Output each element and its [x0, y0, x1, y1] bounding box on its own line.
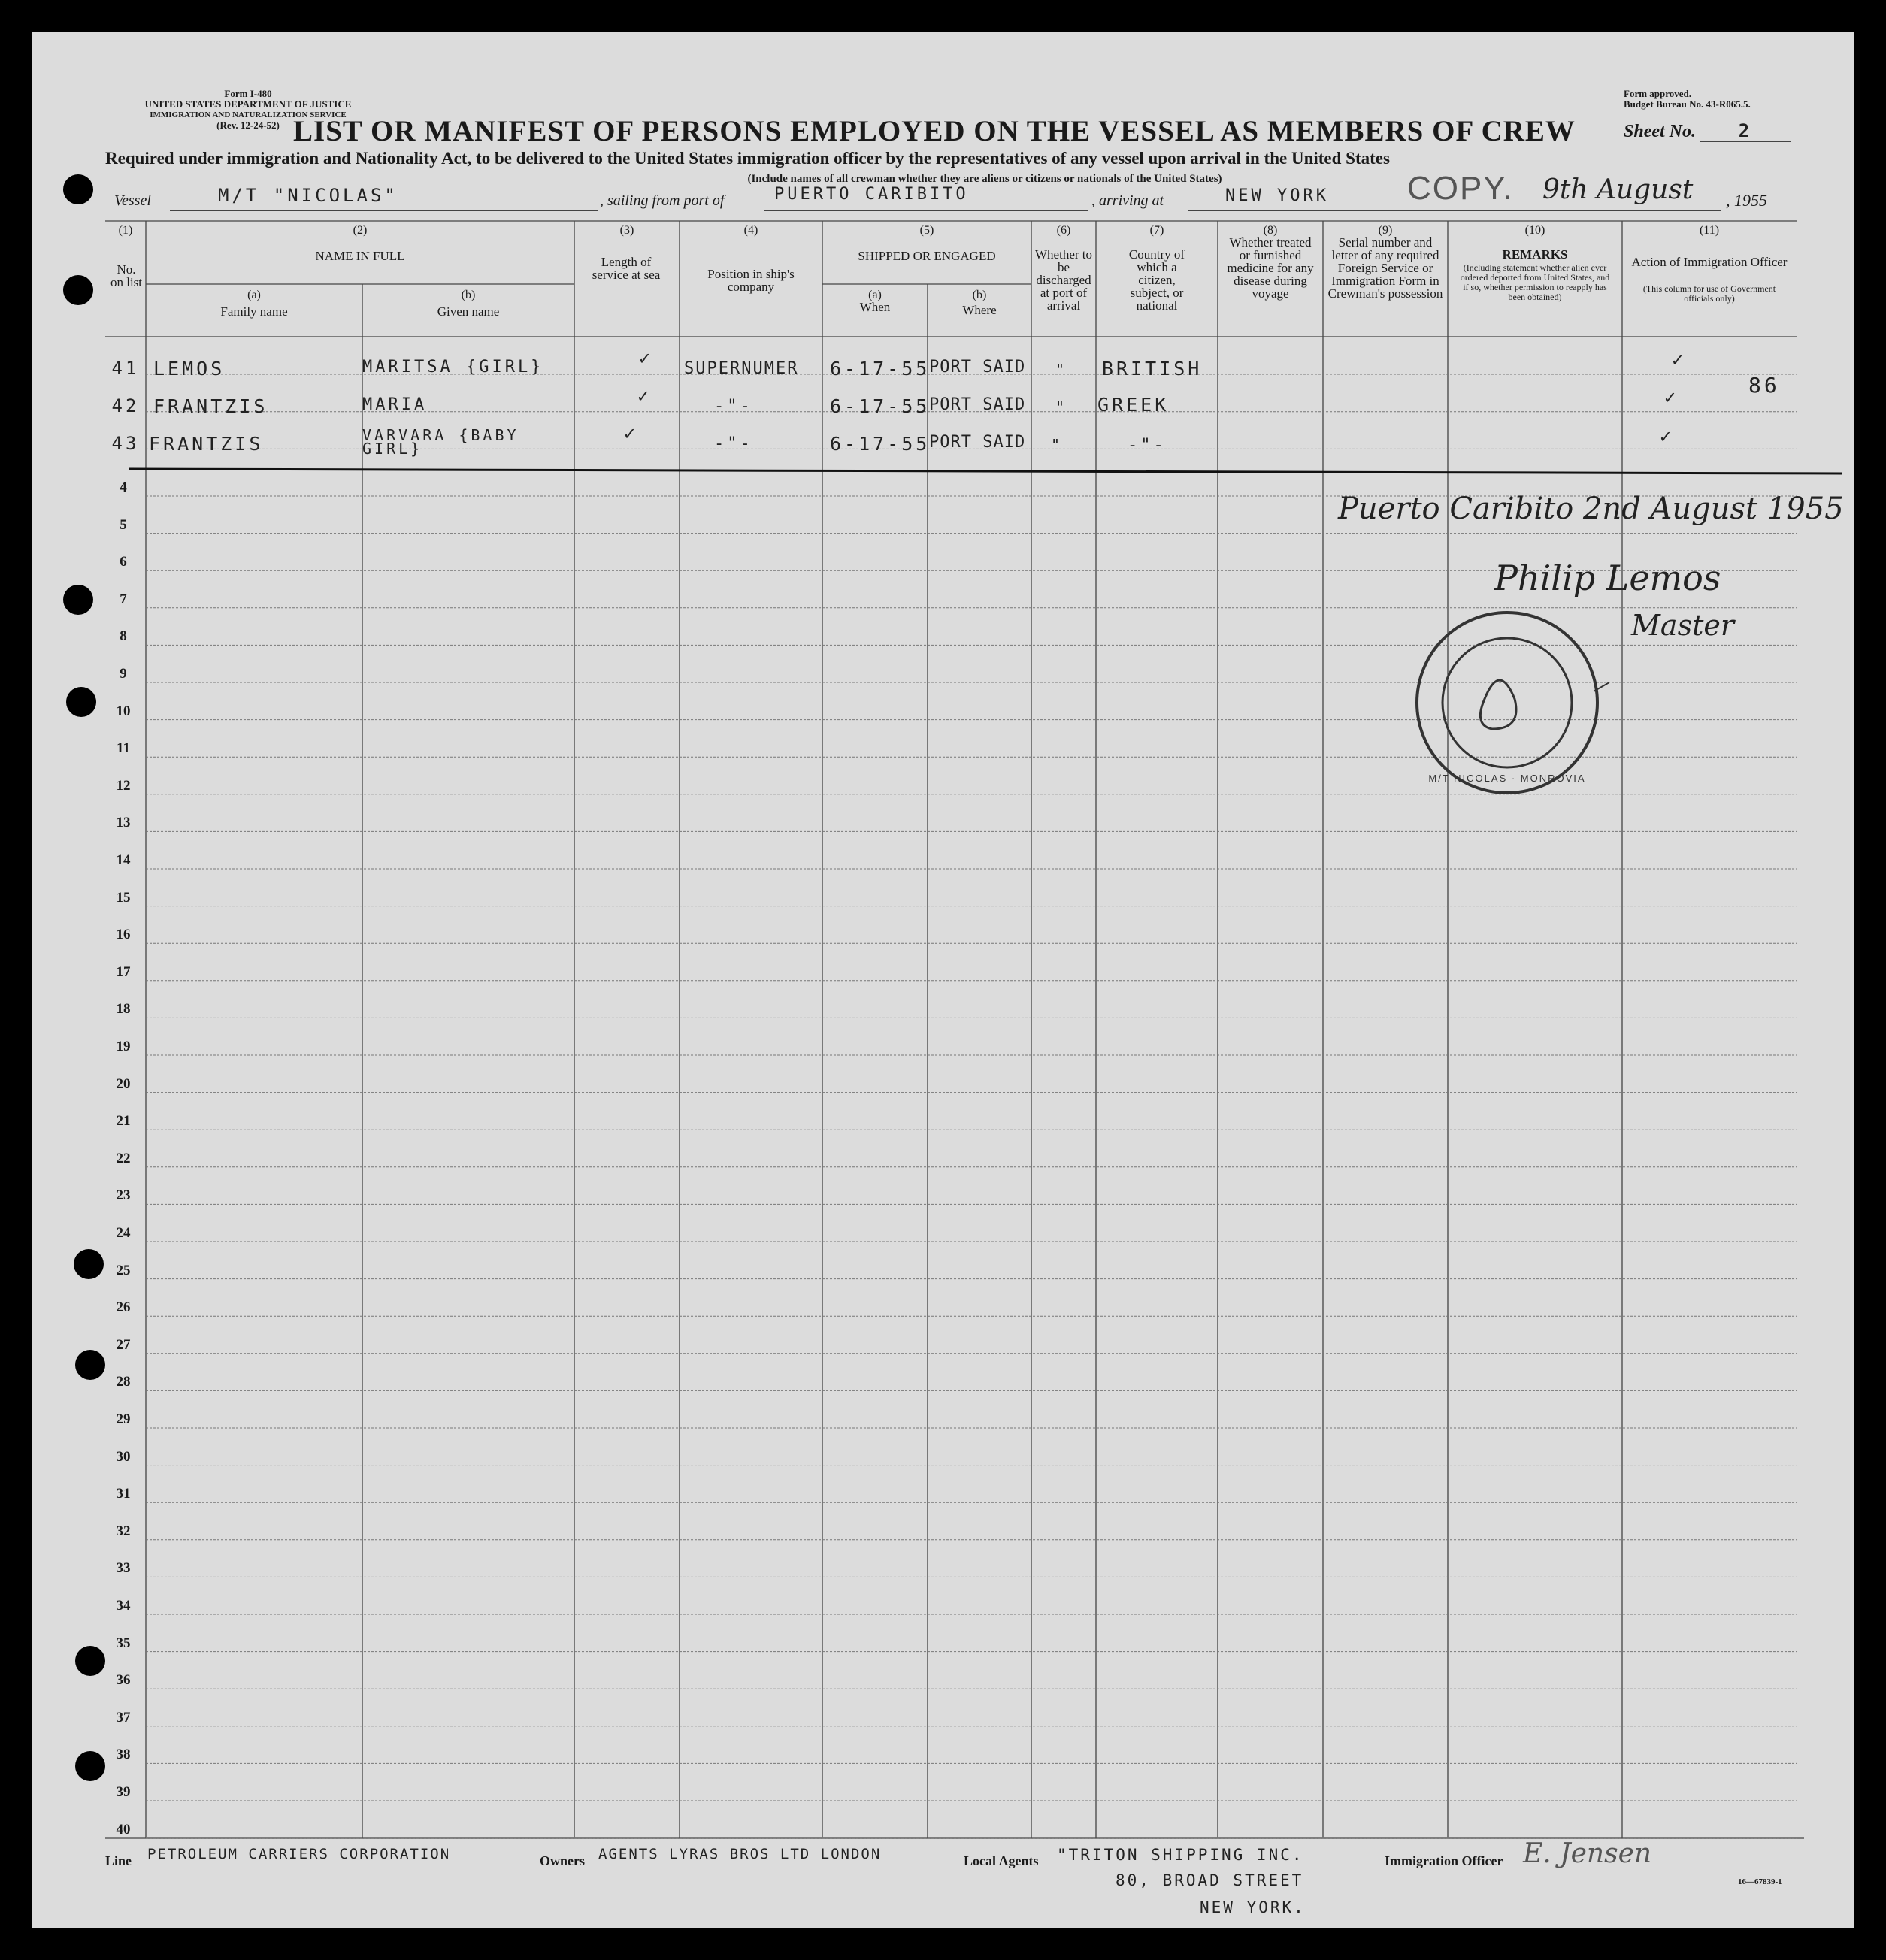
entry-country: GREEK	[1097, 394, 1170, 416]
col10-number: (10)	[1524, 224, 1545, 237]
col2a-label: Family name	[220, 304, 288, 319]
col5-label: SHIPPED OR ENGAGED	[858, 249, 996, 263]
entry-officer-check: ✓	[1664, 386, 1679, 408]
col5a-label: When	[859, 300, 891, 314]
col11-label: Action of Immigration Officer	[1631, 255, 1788, 269]
col2-label: NAME IN FULL	[315, 249, 405, 263]
form-revision: (Rev. 12-24-52)	[216, 119, 280, 131]
entry-where: PORT SAID	[929, 358, 1026, 377]
master-signature: Philip Lemos	[1494, 558, 1721, 598]
row-number: 25	[116, 1262, 131, 1278]
entry-discharged: "	[1055, 361, 1068, 379]
arrival-year: , 1955	[1726, 191, 1767, 210]
form-note: (Include names of all crewman whether they are aliens or citizens or nationals of the United States)	[747, 173, 1222, 185]
col11-note: (This column for use of Government officials only)	[1642, 283, 1776, 304]
row-number: 30	[116, 1448, 131, 1465]
entry-where: PORT SAID	[929, 433, 1026, 452]
page-title: LIST OR MANIFEST OF PERSONS EMPLOYED ON THE VESSEL AS MEMBERS OF CREW	[293, 115, 1576, 147]
form-code: 16—67839-1	[1738, 1877, 1782, 1886]
entry-when: 6-17-55	[830, 395, 931, 417]
arrival-date: 9th August	[1542, 174, 1694, 205]
row-number: 6	[120, 554, 127, 570]
row-number: 24	[116, 1225, 131, 1241]
entry-given-name: MARIA	[362, 395, 428, 414]
sheet-label: Sheet No.	[1624, 122, 1696, 141]
entry-discharged: "	[1055, 398, 1068, 416]
row-number: 5	[120, 516, 127, 533]
row-number: 18	[116, 1001, 131, 1018]
copy-stamp: COPY.	[1407, 170, 1514, 207]
entry-officer-check: ✓	[1660, 425, 1675, 447]
row-number: 16	[116, 927, 131, 943]
entry-officer-check: ✓	[1672, 349, 1687, 371]
immigration-officer-signature: E. Jensen	[1523, 1838, 1652, 1869]
entry-service: ✓	[624, 422, 639, 444]
officer-count: 86	[1748, 373, 1780, 398]
row-number: 17	[116, 963, 131, 980]
col10-note: (Including statement whether alien ever ordered deported from United States, and if so, whether permission to reapply has been obtained)	[1460, 262, 1610, 302]
form-subtitle: Required under immigration and Nationality Act, to be delivered to the United States immigration officer by the representatives of any vessel upon arrival in the United States	[105, 149, 1390, 168]
col5b-label: Where	[962, 303, 997, 317]
row-number: 40	[116, 1821, 131, 1838]
row-number: 11	[117, 740, 130, 757]
vessel-name: M/T "NICOLAS"	[218, 185, 398, 206]
entry-family-name: FRANTZIS	[149, 433, 264, 455]
arriving-port: NEW YORK	[1225, 186, 1329, 205]
col5-number: (5)	[919, 224, 934, 237]
department-name: UNITED STATES DEPARTMENT OF JUSTICE	[144, 98, 352, 110]
owners-label: Owners	[540, 1853, 585, 1868]
row-number: 7	[120, 591, 127, 607]
row-number: 15	[116, 889, 131, 906]
row-number: 8	[120, 628, 127, 645]
row-number: 35	[116, 1635, 131, 1651]
col1-label: No. on list	[110, 262, 143, 289]
immigration-officer-label: Immigration Officer	[1385, 1853, 1503, 1868]
vessel-label: Vessel	[114, 192, 151, 209]
col2b-number: (b)	[461, 289, 476, 301]
entry-when: 6-17-55	[830, 433, 931, 455]
row-number: 37	[116, 1709, 131, 1726]
entry-position: -"-	[714, 434, 753, 453]
entry-country: BRITISH	[1102, 358, 1203, 380]
col11-number: (11)	[1699, 224, 1720, 237]
local-agents-value: "TRITON SHIPPING INC.	[1057, 1846, 1304, 1864]
row-number: 14	[116, 852, 131, 868]
entry-country: -"-	[1128, 436, 1167, 455]
col7-number: (7)	[1149, 224, 1164, 237]
row-number: 39	[116, 1784, 131, 1800]
sailing-port: PUERTO CARIBITO	[774, 185, 969, 204]
row-number: 26	[116, 1299, 131, 1316]
line-label: Line	[105, 1853, 132, 1868]
entry-family-name: LEMOS	[153, 358, 226, 380]
entry-given-name: VARVARA {BABY GIRL}	[362, 426, 519, 458]
row-number: 33	[116, 1560, 131, 1577]
col6-number: (6)	[1056, 224, 1071, 237]
budget-bureau: Budget Bureau No. 43-R065.5.	[1624, 98, 1751, 110]
col2a-number: (a)	[247, 289, 261, 301]
col5a-number: (a)	[868, 289, 882, 301]
row-number: 29	[116, 1411, 131, 1427]
col8-label: Whether treated or furnished medicine for any disease during voyage	[1227, 235, 1314, 301]
place-date: Puerto Caribito 2nd August 1955	[1338, 492, 1844, 526]
form-approved: Form approved.	[1624, 88, 1692, 99]
entry-number: 42	[111, 395, 140, 416]
local-agents-address-1: 80, BROAD STREET	[1116, 1871, 1304, 1889]
entry-number: 41	[111, 358, 140, 379]
row-number: 38	[116, 1747, 131, 1763]
col3-label: Length of service at sea	[592, 255, 661, 282]
row-number: 12	[116, 777, 131, 794]
master-title: Master	[1631, 609, 1734, 642]
row-number: 4	[120, 479, 127, 495]
line-value: PETROLEUM CARRIERS CORPORATION	[147, 1846, 451, 1862]
stamp-lettering: M/T NICOLAS · MONROVIA	[1428, 773, 1586, 784]
row-number: 28	[116, 1374, 131, 1390]
row-number: 27	[116, 1336, 131, 1353]
sailing-label: , sailing from port of	[600, 192, 725, 209]
col7-label: Country of which a citizen, subject, or national	[1128, 247, 1185, 313]
entry-family-name: FRANTZIS	[153, 395, 268, 417]
form-number: Form I-480	[224, 88, 272, 99]
row-number: 21	[116, 1113, 131, 1130]
entry-position: SUPERNUMER	[684, 359, 799, 378]
service-name: IMMIGRATION AND NATURALIZATION SERVICE	[150, 110, 347, 119]
col4-number: (4)	[743, 224, 758, 237]
row-number: 36	[116, 1672, 131, 1689]
entry-number: 43	[111, 433, 140, 454]
sheet-number: 2	[1700, 120, 1791, 142]
entry-given-name: MARITSA {GIRL}	[362, 358, 544, 377]
col10-label: REMARKS	[1502, 247, 1568, 262]
row-number: 19	[116, 1039, 131, 1054]
col9-number: (9)	[1378, 224, 1393, 237]
entry-position: -"-	[714, 397, 753, 416]
col6-label: Whether to be discharged at port of arrival	[1035, 247, 1092, 313]
col5b-number: (b)	[972, 289, 987, 301]
col9-label: Serial number and letter of any required Foreign Service or Immigration Form in Crewman's possession	[1327, 235, 1443, 301]
col8-number: (8)	[1263, 224, 1278, 237]
row-number: 31	[116, 1486, 131, 1502]
local-agents-label: Local Agents	[964, 1853, 1039, 1868]
row-number: 22	[116, 1150, 131, 1166]
col2b-label: Given name	[437, 304, 500, 319]
col4-label: Position in ship's company	[707, 267, 795, 294]
row-number: 20	[116, 1075, 131, 1092]
entry-service: ✓	[637, 385, 652, 407]
row-number: 9	[120, 666, 127, 682]
owners-value: AGENTS LYRAS BROS LTD LONDON	[598, 1846, 882, 1862]
col1-number: (1)	[118, 224, 133, 237]
entry-when: 6-17-55	[830, 358, 931, 380]
entry-discharged: "	[1051, 436, 1064, 454]
entry-service: ✓	[639, 347, 654, 369]
arriving-label: , arriving at	[1091, 192, 1164, 209]
row-number: 34	[116, 1598, 131, 1614]
col3-number: (3)	[619, 224, 634, 237]
row-number: 23	[116, 1187, 131, 1204]
col2-number: (2)	[353, 224, 368, 237]
local-agents-address-2: NEW YORK.	[1200, 1898, 1306, 1916]
entry-where: PORT SAID	[929, 395, 1026, 414]
row-number: 32	[116, 1523, 131, 1539]
row-number: 10	[116, 703, 131, 719]
row-number: 13	[116, 815, 131, 831]
